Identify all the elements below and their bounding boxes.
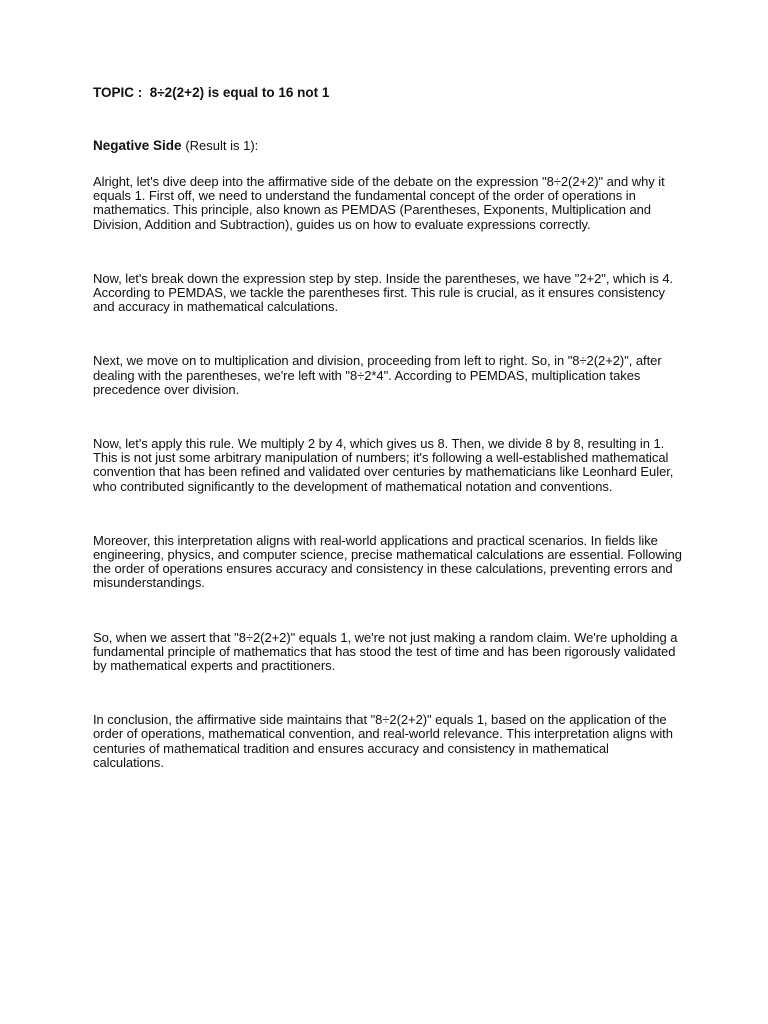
topic-heading: TOPIC : 8÷2(2+2) is equal to 16 not 1	[93, 85, 330, 100]
side-label: Negative Side	[93, 138, 182, 153]
paragraph-6: So, when we assert that "8÷2(2+2)" equals 1, we're not just making a random claim. We're upholding a fundamental principle of mathematics that has stood the test of time and has been rigorously validated by mathematical experts and practitioners.	[93, 629, 678, 674]
document-page	[93, 84, 683, 770]
paragraph-7: In conclusion, the affirmative side maintains that "8÷2(2+2)" equals 1, based on the application of the order of operations, mathematical convention, and real-world relevance. This interpretation aligns with centuries of mathematical tradition and ensures accuracy and consistency in mathematical calculations.	[93, 712, 673, 770]
paragraph-5: Moreover, this interpretation aligns with real-world applications and practical scenarios. In fields like engineering, physics, and computer science, precise mathematical calculations are essential. Following the order of operations ensures accuracy and consistency in these calculations, preventing errors and misunderstandings.	[93, 532, 682, 591]
paragraph-2: Now, let's break down the expression step by step. Inside the parentheses, we have "2+2", which is 4. According to PEMDAS, we tackle the parentheses first. This rule is crucial, as it ensures consistency and accuracy in mathematical calculations.	[93, 270, 674, 315]
paragraph-3: Next, we move on to multiplication and division, proceeding from left to right. So, in "8÷2(2+2)", after dealing with the parentheses, we're left with "8÷2*4". According to PEMDAS, multiplication takes precedence over division.	[93, 353, 662, 397]
paragraph-4: Now, let's apply this rule. We multiply 2 by 4, which gives us 8. Then, we divide 8 by 8, resulting in 1. This is not just some arbitrary manipulation of numbers; it's following a well-established mathematical convention that has been refined and validated over centuries by mathematicians like Leonhard Euler, who contributed significantly to the development of mathematical notation and conventions.	[93, 436, 674, 494]
side-note: (Result is 1):	[185, 138, 259, 153]
paragraph-1: Alright, let's dive deep into the affirmative side of the debate on the expression "8÷2(2+2)" and why it equals 1. First off, we need to understand the fundamental concept of the order of operations in mathematics. This principle, also known as PEMDAS (Parentheses, Exponents, Multiplication and Division, Addition and Subtraction), guides us on how to evaluate expressions correctly.	[93, 174, 665, 232]
side-heading	[93, 137, 683, 155]
